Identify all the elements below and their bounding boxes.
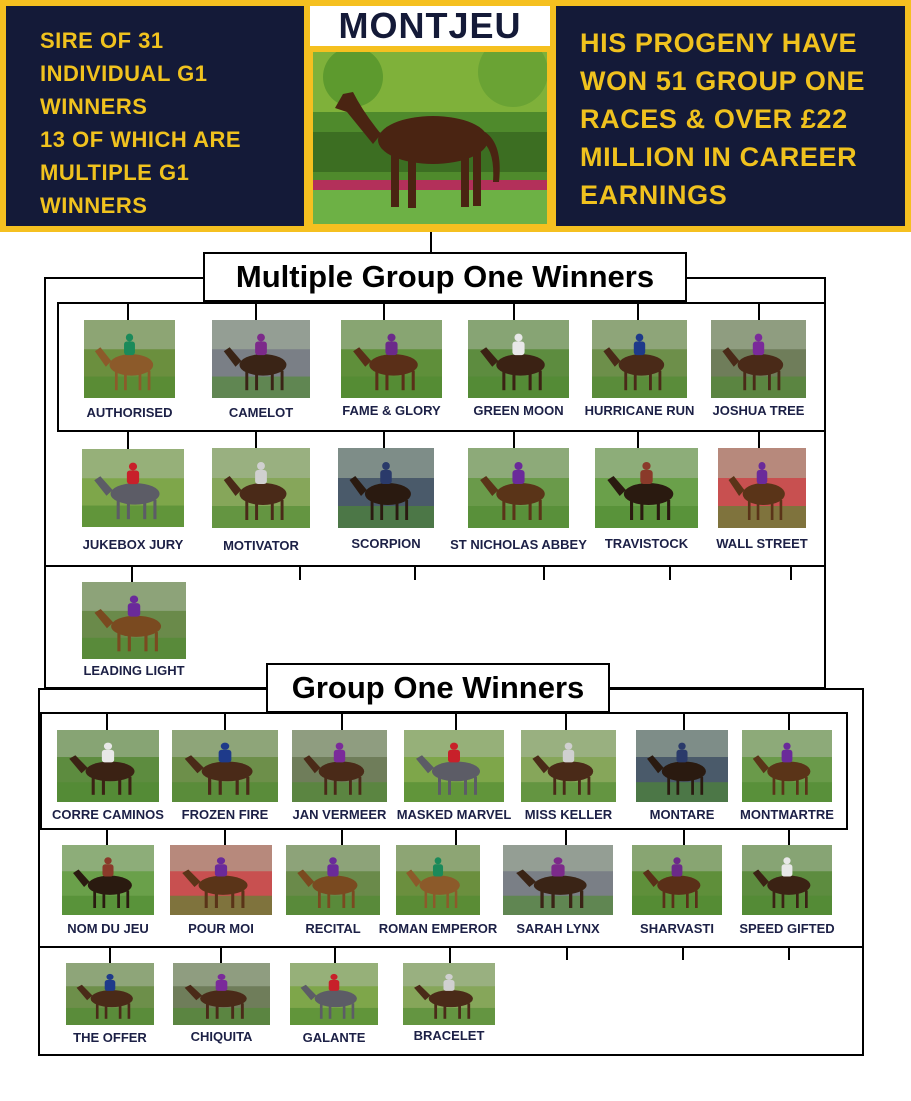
connector-tick bbox=[127, 432, 129, 450]
group-one-winner-name: MISS KELLER bbox=[524, 807, 613, 822]
multiple-winner-card bbox=[718, 448, 806, 555]
multiple-winner-name: JUKEBOX JURY bbox=[82, 537, 184, 552]
group-one-winners-title: Group One Winners bbox=[266, 663, 610, 713]
multiple-winner-name: ST NICHOLAS ABBEY bbox=[450, 537, 587, 552]
connector-tick bbox=[683, 712, 685, 730]
multiple-winner-name: MOTIVATOR bbox=[223, 538, 299, 553]
group-one-winner-card bbox=[378, 845, 498, 940]
group-one-winner-photo bbox=[742, 730, 832, 802]
group-one-winner-name: THE OFFER bbox=[73, 1030, 147, 1045]
stat-line: MULTIPLE G1 bbox=[40, 160, 190, 185]
multiple-winner-name: WALL STREET bbox=[716, 536, 808, 551]
connector-tick bbox=[334, 948, 336, 963]
multiple-winner-photo bbox=[212, 448, 310, 528]
group-one-winner-name: CHIQUITA bbox=[190, 1029, 253, 1044]
multiple-winner-card bbox=[212, 320, 310, 424]
connector-tick bbox=[255, 302, 257, 320]
connector-tick bbox=[127, 302, 129, 320]
connector-tick bbox=[106, 712, 108, 730]
group-one-winner-name: MONTARE bbox=[649, 807, 715, 822]
multiple-winner-name: LEADING LIGHT bbox=[83, 663, 185, 678]
group-one-winner-photo bbox=[286, 845, 380, 915]
multiple-winner-name: TRAVISTOCK bbox=[604, 536, 689, 551]
connector-tick bbox=[790, 567, 792, 580]
stat-line: EARNINGS bbox=[580, 180, 728, 210]
connector-tick bbox=[131, 567, 133, 582]
multiple-winner-photo bbox=[84, 320, 175, 398]
multiple-winner-photo bbox=[82, 449, 184, 527]
stats-text-left bbox=[40, 24, 241, 222]
multiple-winner-card bbox=[338, 448, 434, 555]
connector-tick bbox=[224, 712, 226, 730]
connector-tick bbox=[414, 567, 416, 580]
connector-tick bbox=[543, 567, 545, 580]
connector-tick bbox=[383, 302, 385, 320]
group-one-winner-photo bbox=[521, 730, 616, 802]
connector-tick bbox=[758, 302, 760, 320]
group-one-winner-photo bbox=[62, 845, 154, 915]
group-one-winner-name: SPEED GIFTED bbox=[739, 921, 835, 936]
multiple-winner-card bbox=[450, 448, 587, 556]
multiple-winner-photo bbox=[718, 448, 806, 528]
group-one-winner-name: ROMAN EMPEROR bbox=[378, 921, 498, 936]
sire-name: MONTJEU bbox=[310, 6, 550, 46]
group-one-winner-name: SARAH LYNX bbox=[516, 921, 600, 936]
stats-panel-left bbox=[6, 6, 304, 226]
group-one-winner-photo bbox=[636, 730, 728, 802]
multiple-winner-photo bbox=[711, 320, 806, 398]
stat-line: RACES & OVER £22 bbox=[580, 104, 848, 134]
group-one-winner-card bbox=[503, 845, 613, 940]
multiple-winner-name: AUTHORISED bbox=[86, 405, 173, 420]
connector-line bbox=[38, 946, 864, 948]
group-one-winner-card bbox=[739, 845, 835, 940]
connector-tick bbox=[566, 948, 568, 960]
group-one-winner-name: NOM DU JEU bbox=[67, 921, 149, 936]
group-one-winner-photo bbox=[290, 963, 378, 1025]
multiple-winner-card bbox=[84, 320, 175, 424]
group-one-winner-card bbox=[632, 845, 722, 940]
multiple-winner-photo bbox=[468, 320, 569, 398]
multiple-winner-card bbox=[595, 448, 698, 555]
connector-tick bbox=[682, 948, 684, 960]
group-one-winner-name: MASKED MARVEL bbox=[396, 807, 512, 822]
connector-tick bbox=[683, 830, 685, 845]
group-one-winner-photo bbox=[292, 730, 387, 802]
group-one-winner-name: BRACELET bbox=[413, 1028, 485, 1043]
stat-line: 13 OF WHICH ARE bbox=[40, 127, 242, 152]
group-one-winner-photo bbox=[173, 963, 270, 1025]
connector-tick bbox=[637, 302, 639, 320]
multiple-winner-photo bbox=[595, 448, 698, 528]
multiple-winner-card bbox=[341, 320, 442, 422]
connector-tick bbox=[455, 712, 457, 730]
group-one-winner-photo bbox=[396, 845, 480, 915]
multiple-winner-name: FAME & GLORY bbox=[342, 403, 441, 418]
multiple-winner-card bbox=[711, 320, 806, 422]
multiple-winner-photo bbox=[338, 448, 434, 528]
group-one-winner-photo bbox=[632, 845, 722, 915]
group-one-winner-card bbox=[66, 963, 154, 1049]
group-one-winner-name: JAN VERMEER bbox=[292, 807, 387, 822]
multiple-winner-card bbox=[212, 448, 310, 557]
group-one-winner-card bbox=[396, 730, 512, 826]
group-one-winner-photo bbox=[57, 730, 159, 802]
connector-tick bbox=[449, 948, 451, 963]
group-one-winner-name: POUR MOI bbox=[188, 921, 254, 936]
stat-line: INDIVIDUAL G1 bbox=[40, 61, 208, 86]
connector-tick bbox=[341, 830, 343, 845]
connector-tick bbox=[220, 948, 222, 963]
group-one-winner-name: FROZEN FIRE bbox=[181, 807, 269, 822]
group-one-winner-name: SHARVASTI bbox=[640, 921, 714, 936]
multiple-winner-photo bbox=[341, 320, 442, 398]
multiple-winner-photo bbox=[592, 320, 687, 398]
connector-tick bbox=[299, 567, 301, 580]
connector-tick bbox=[455, 830, 457, 845]
multiple-winner-name: HURRICANE RUN bbox=[584, 403, 695, 418]
multiple-winner-photo bbox=[468, 448, 569, 528]
stat-line: SIRE OF 31 bbox=[40, 28, 164, 53]
stat-line: MILLION IN CAREER bbox=[580, 142, 858, 172]
group-one-winner-name: CORRE CAMINOS bbox=[52, 807, 164, 822]
connector-tick bbox=[565, 712, 567, 730]
multiple-winner-card bbox=[82, 582, 186, 682]
connector-line bbox=[44, 565, 826, 567]
group-one-winner-photo bbox=[742, 845, 832, 915]
sire-photo bbox=[313, 52, 547, 224]
group-one-winner-name: RECITAL bbox=[305, 921, 361, 936]
connector-tick bbox=[788, 830, 790, 845]
group-one-winner-photo bbox=[66, 963, 154, 1025]
connector-tick bbox=[513, 302, 515, 320]
connector-tick bbox=[788, 948, 790, 960]
connector-tick bbox=[224, 830, 226, 845]
stat-line: WON 51 GROUP ONE bbox=[580, 66, 866, 96]
stat-line: WINNERS bbox=[40, 193, 148, 218]
group-one-winner-card bbox=[173, 963, 270, 1048]
group-one-winner-name: MONTMARTRE bbox=[740, 807, 834, 822]
connector-tick bbox=[109, 948, 111, 963]
group-one-winner-name: GALANTE bbox=[302, 1030, 366, 1045]
multiple-winner-name: JOSHUA TREE bbox=[712, 403, 805, 418]
group-one-winner-photo bbox=[404, 730, 504, 802]
stats-text-right bbox=[580, 24, 865, 214]
connector-tick bbox=[565, 830, 567, 845]
connector-line bbox=[430, 232, 432, 254]
multiple-winner-name: GREEN MOON bbox=[473, 403, 564, 418]
multiple-winner-name: CAMELOT bbox=[228, 405, 294, 420]
connector-tick bbox=[669, 567, 671, 580]
stat-line: WINNERS bbox=[40, 94, 148, 119]
multiple-winner-photo bbox=[82, 582, 186, 659]
group-one-winner-card bbox=[742, 730, 832, 826]
group-one-winner-card bbox=[403, 963, 495, 1047]
connector-tick bbox=[106, 830, 108, 845]
group-one-winner-photo bbox=[172, 730, 278, 802]
group-one-winner-card bbox=[292, 730, 387, 826]
multiple-winner-photo bbox=[212, 320, 310, 398]
stats-panel-right bbox=[556, 6, 905, 226]
stat-line: HIS PROGENY HAVE bbox=[580, 28, 858, 58]
multiple-winner-card bbox=[82, 449, 184, 556]
multiple-winner-card bbox=[584, 320, 695, 422]
group-one-winner-card bbox=[521, 730, 616, 826]
group-one-winner-photo bbox=[170, 845, 272, 915]
connector-tick bbox=[341, 712, 343, 730]
connector-tick bbox=[788, 712, 790, 730]
group-one-winner-card bbox=[290, 963, 378, 1049]
multiple-winner-name: SCORPION bbox=[351, 536, 421, 551]
multiple-winners-title: Multiple Group One Winners bbox=[203, 252, 687, 302]
multiple-winner-card bbox=[468, 320, 569, 422]
group-one-winner-photo bbox=[503, 845, 613, 915]
group-one-winner-photo bbox=[403, 963, 495, 1025]
